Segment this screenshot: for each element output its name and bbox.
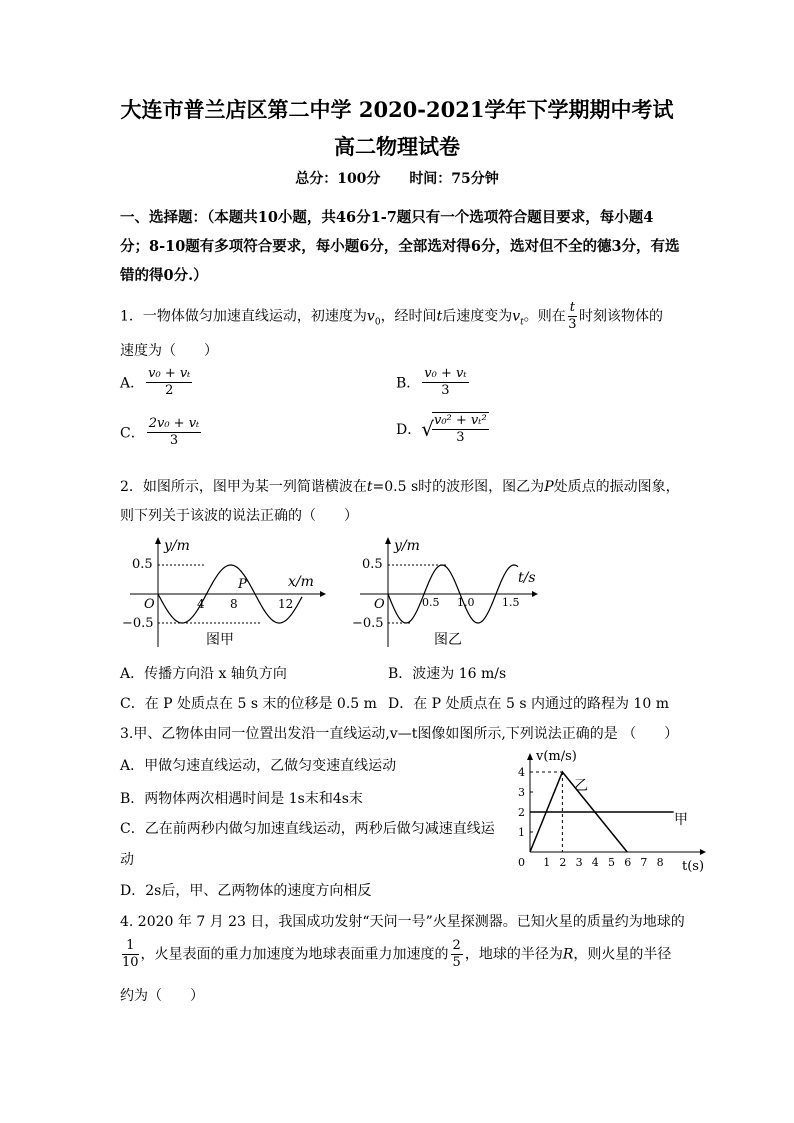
x-label: t(s) bbox=[682, 859, 705, 874]
x-tick-5: 5 bbox=[608, 856, 615, 869]
q1-option-c[interactable]: C． $\frac{\text{2v₀ + vₜ}}{3}$ bbox=[120, 416, 200, 448]
exam-subtitle: 高二物理试卷 bbox=[334, 134, 460, 159]
y-tick-2: 2 bbox=[518, 806, 525, 819]
origin-label: O bbox=[144, 597, 155, 612]
q3-option-a[interactable]: A．甲做匀速直线运动，乙做匀变速直线运动 bbox=[120, 758, 397, 774]
x-tick-2: 2 bbox=[559, 856, 567, 869]
x-tick-7: 7 bbox=[640, 856, 648, 869]
exam-time: 时间：75分钟 bbox=[409, 171, 499, 187]
tick-0-5: 0.5 bbox=[422, 596, 440, 609]
x-tick-labels bbox=[518, 856, 664, 869]
x-label: x/m bbox=[288, 574, 314, 590]
x-tick-4: 4 bbox=[591, 856, 599, 869]
exam-title: 大连市普兰店区第二中学 2020-2021学年下学期期中考试 bbox=[120, 97, 674, 122]
y-axis-arrow-icon bbox=[527, 753, 533, 760]
x-tick-3: 3 bbox=[575, 856, 583, 869]
x-tick-0: 0 bbox=[518, 856, 525, 869]
bottom-value: −0.5 bbox=[122, 616, 154, 631]
q2-stem: 2．如图所示，图甲为某一列简谐横波在t=0.5 s时的波形图，图乙为P处质点的振动图象， bbox=[120, 479, 680, 495]
sqrt-icon: √ bbox=[421, 417, 434, 441]
q1-stem: 1．一物体做匀加速直线运动，初速度为$v_0$，经时间t后速度变为$v_t$。则在 $\frac{t}{3}$ 时刻该物体的 bbox=[120, 300, 663, 332]
wave-graph-jia bbox=[120, 532, 330, 652]
q1-fraction: $\frac{t}{3}$ bbox=[568, 300, 577, 332]
q1-option-b[interactable]: B． $\frac{\text{v₀ + vₜ}}{3}$ bbox=[396, 366, 467, 398]
x-axis-arrow-icon bbox=[700, 849, 706, 855]
q3-stem: 3.甲、乙物体由同一位置出发沿一直线运动,v—t图像如图所示,下列说法正确的是 （ ） bbox=[120, 726, 679, 742]
y-axis-arrow-icon bbox=[155, 537, 161, 544]
tick-1-0: 1.0 bbox=[457, 596, 475, 609]
q2-option-d[interactable]: D．在 P 处质点在 5 s 内通过的路程为 10 m bbox=[388, 696, 669, 712]
bottom-value: −0.5 bbox=[352, 616, 384, 631]
tick-12: 12 bbox=[278, 597, 294, 611]
q3-option-b[interactable]: B．两物体两次相遇时间是 1s末和4s末 bbox=[120, 791, 363, 807]
y-tick-labels bbox=[518, 766, 533, 839]
q1-stem-line2: 速度为（ ） bbox=[120, 343, 218, 359]
x-tick-6: 6 bbox=[624, 856, 632, 869]
y-label: y/m bbox=[164, 538, 190, 554]
vt-graph bbox=[500, 746, 720, 876]
q3-option-c[interactable]: C．乙在前两秒内做匀加速直线运动，两秒后做匀减速直线运 bbox=[120, 821, 495, 837]
point-p: P bbox=[238, 577, 247, 592]
x-axis-arrow-icon bbox=[532, 591, 538, 597]
q2-option-b[interactable]: B．波速为 16 m/s bbox=[388, 666, 507, 682]
y-axis-arrow-icon bbox=[385, 537, 391, 544]
origin-label: O bbox=[374, 597, 385, 612]
q4-stem-line3: 约为（ ） bbox=[120, 988, 204, 1004]
q2-stem-line2: 则下列关于该波的说法正确的（ ） bbox=[120, 508, 358, 524]
y-tick-1: 1 bbox=[518, 826, 525, 839]
y-tick-3: 3 bbox=[518, 786, 525, 799]
vibration-graph-yi bbox=[350, 532, 540, 652]
total-score: 总分：100分 bbox=[295, 171, 381, 187]
x-tick-1: 1 bbox=[543, 856, 551, 869]
tick-8: 8 bbox=[230, 597, 238, 611]
q3-option-c-cont[interactable]: 动 bbox=[120, 852, 134, 868]
y-label: v(m/s) bbox=[536, 749, 577, 764]
y-tick-4: 4 bbox=[518, 766, 525, 779]
q4-fraction-1: $\frac{1}{10}$ bbox=[122, 938, 139, 970]
top-value: 0.5 bbox=[362, 557, 383, 572]
score-time-line bbox=[0, 168, 794, 188]
q2-option-c[interactable]: C．在 P 处质点在 5 s 末的位移是 0.5 m bbox=[120, 696, 377, 712]
caption-yi: 图乙 bbox=[434, 632, 462, 648]
q1-option-d[interactable]: D．√ $\frac{\text{v₀² + vₜ²}}{3}$ bbox=[396, 413, 487, 445]
label-jia: 甲 bbox=[674, 812, 688, 828]
label-yi: 乙 bbox=[574, 778, 588, 794]
x-label: t/s bbox=[518, 570, 536, 586]
y-label: y/m bbox=[394, 538, 420, 554]
section-instructions: 一、选择题：（本题共10小题，共46分1-7题只有一个选项符合题目要求，每小题4分；8-10题有多项符合要求，每小题6分，全部选对得6分，选对但不全的德3分，有选错的得0分.） bbox=[120, 209, 680, 284]
q4-stem: 4. 2020 年 7 月 23 日，我国成功发射“天问一号”火星探测器。已知火星的质量约为地球的 bbox=[120, 914, 685, 930]
tick-4: 4 bbox=[197, 597, 205, 611]
top-value: 0.5 bbox=[132, 557, 153, 572]
q4-fraction-2: $\frac{2}{5}$ bbox=[452, 938, 461, 970]
q2-option-a[interactable]: A．传播方向沿 x 轴负方向 bbox=[120, 666, 287, 682]
caption-jia: 图甲 bbox=[206, 632, 234, 648]
q1-option-a[interactable]: A． $\frac{\text{v₀ + vₜ}}{2}$ bbox=[120, 366, 191, 398]
x-tick-8: 8 bbox=[656, 856, 664, 869]
tick-1-5: 1.5 bbox=[502, 596, 520, 609]
x-axis-arrow-icon bbox=[320, 591, 326, 597]
q4-stem-line2: $\frac{1}{10}$ ，火星表面的重力加速度为地球表面重力加速度的 $\frac{2}{5}$ ，地球的半径为R，则火星的半径 bbox=[122, 938, 672, 970]
q3-option-d[interactable]: D．2s后，甲、乙两物体的速度方向相反 bbox=[120, 883, 372, 899]
